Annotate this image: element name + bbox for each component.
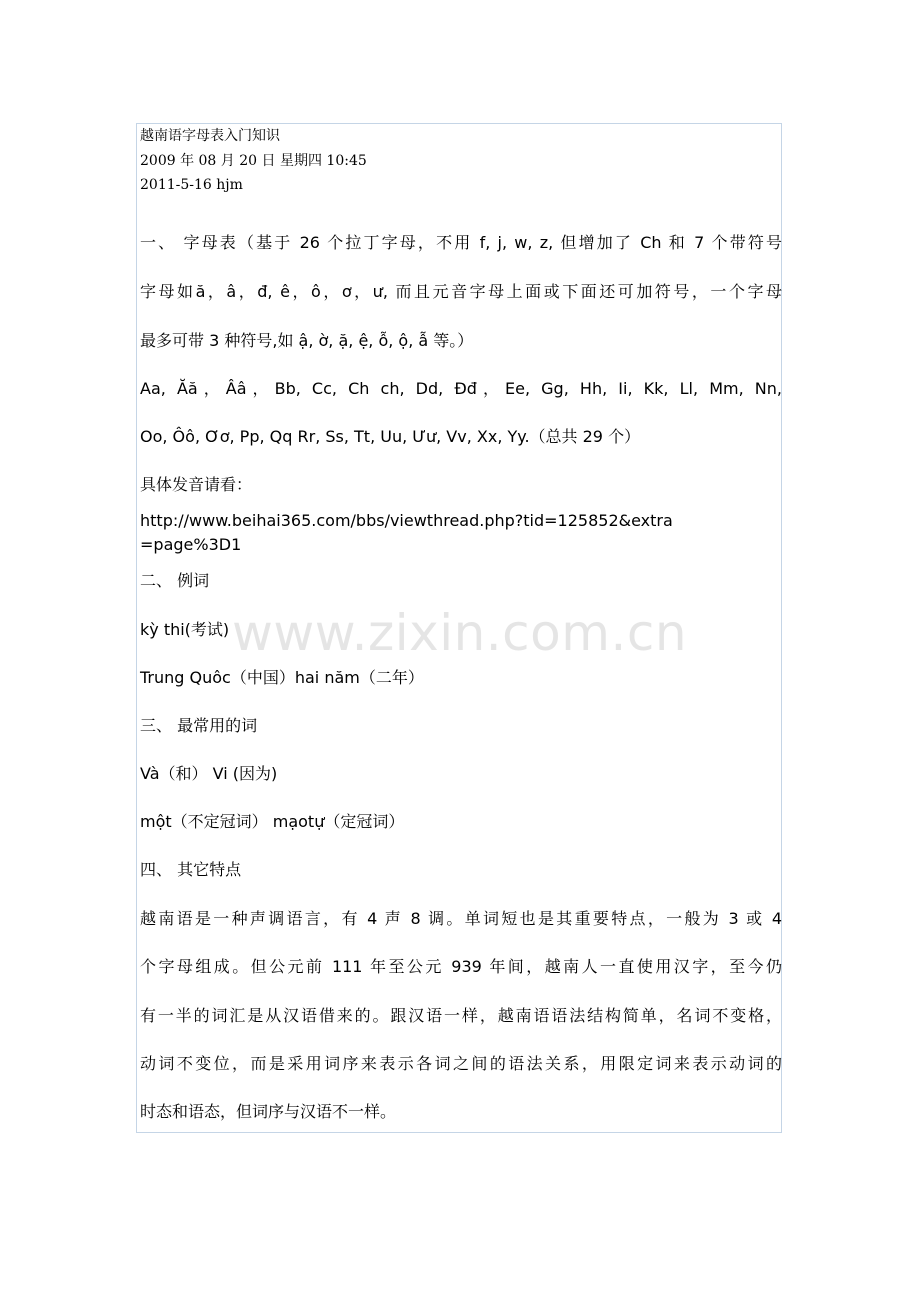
article-title: 越南语字母表入门知识 xyxy=(140,128,280,144)
example-word: Trung Quôc（中国）hai năm（二年） xyxy=(140,668,424,687)
common-word: một（不定冠词） mạotự（定冠词） xyxy=(140,812,405,831)
watermark: www.zixin.com.cn xyxy=(232,604,688,662)
section-2-heading: 二、 例词 xyxy=(140,571,210,590)
alphabet-line: Oo, Ôô, Ơơ, Pp, Qq Rr, Ss, Tt, Uu, Ưư, Vv, Xx, Yy.（总共 29 个） xyxy=(140,427,641,446)
feature-paragraph-line: 有一半的词汇是从汉语借来的。跟汉语一样，越南语语法结构简单，名词不变格， xyxy=(140,1006,782,1025)
feature-paragraph-line: 动词不变位，而是采用词序来表示各词之间的语法关系，用限定词来表示动词的 xyxy=(140,1054,782,1073)
pronunciation-url-cont[interactable]: =page%3D1 xyxy=(140,535,242,554)
alphabet-line: Aa, Ăă，Ââ，Bb, Cc, Ch ch, Dd, Đđ，Ee, Gg, Hh, Ii, Kk, Ll, Mm, Nn, xyxy=(140,379,782,398)
section-4-heading: 四、 其它特点 xyxy=(140,860,242,879)
feature-paragraph-line: 个字母组成。但公元前 111 年至公元 939 年间，越南人一直使用汉字，至今仍 xyxy=(140,957,782,976)
pronunciation-url[interactable]: http://www.beihai365.com/bbs/viewthread.php?tid=125852&extra xyxy=(140,511,673,530)
pronunciation-label: 具体发音请看： xyxy=(140,475,253,494)
feature-paragraph-line: 越南语是一种声调语言，有 4 声 8 调。单词短也是其重要特点，一般为 3 或 4 xyxy=(140,909,782,928)
body-line: 最多可带 3 种符号,如 ậ, ờ, ặ, ệ, ỗ, ộ, ẫ 等。） xyxy=(140,331,474,350)
section-1-heading-line: 一、 字母表（基于 26 个拉丁字母，不用 f, j, w, z, 但增加了 Ch 和 7 个带符号 xyxy=(140,233,782,252)
section-3-heading: 三、 最常用的词 xyxy=(140,716,258,735)
edit-note: 2011-5-16 hjm xyxy=(140,177,243,193)
common-word: Và（和） Vi (因为) xyxy=(140,764,278,783)
example-word: kỳ thi(考试) xyxy=(140,620,230,639)
body-line: 字母如ă，â，đ, ê，ô，ơ，ư, 而且元音字母上面或下面还可加符号，一个字母 xyxy=(140,282,782,301)
feature-paragraph-line: 时态和语态，但词序与汉语不一样。 xyxy=(140,1102,397,1121)
article-date: 2009 年 08 月 20 日 星期四 10:45 xyxy=(140,153,367,169)
